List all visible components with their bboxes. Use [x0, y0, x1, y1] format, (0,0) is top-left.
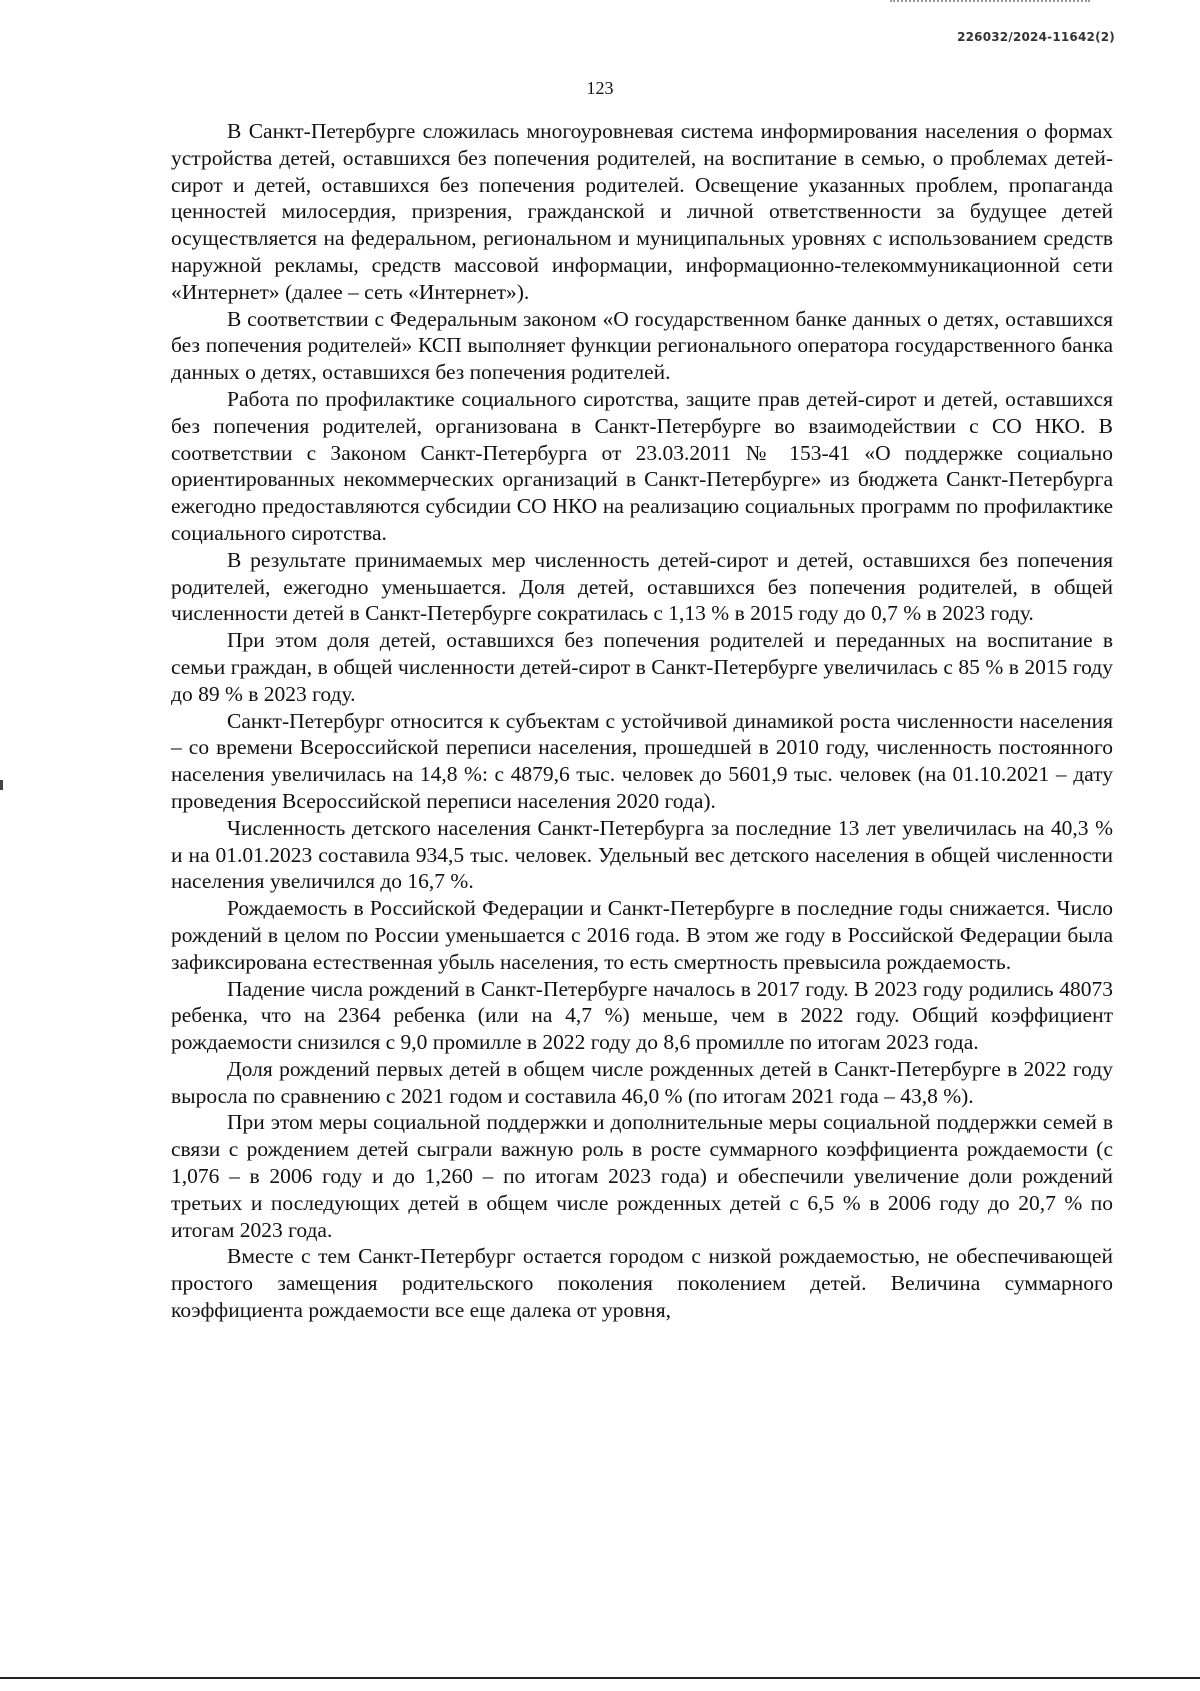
scan-artifact [0, 780, 3, 790]
document-body [171, 118, 1113, 1324]
scan-edge-line [0, 1677, 1200, 1679]
paragraph: При этом доля детей, оставшихся без попечения родителей и переданных на воспитание в семьи граждан, в общей численности детей-сирот в Санкт-Петербурге увеличилась с 85 % в 2015 году до 89 % в 2023 году. [171, 628, 1113, 706]
paragraph: Рождаемость в Российской Федерации и Санкт-Петербурге в последние годы снижается. Число рождений в целом по России уменьшается с 2016 года. В этом же году в Российской Федерации была зафиксирована естественная убыль населения, то есть смертность превысила рождаемость. [171, 896, 1113, 974]
paragraph: В Санкт-Петербурге сложилась многоуровневая система информирования населения о формах устройства детей, оставшихся без попечения родителей, на воспитание в семью, о проблемах детей-сирот и детей, оставшихся без попечения родителей. Освещение указанных проблем, пропаганда ценностей милосердия, призрения, гражданской и личной ответственности за будущее детей осуществляется на федеральном, региональном и муниципальных уровнях с использованием средств наружной рекламы, средств массовой информации, информационно-телекоммуникационной сети «Интернет» (далее – сеть «Интернет»). [171, 119, 1113, 304]
paragraph: Вместе с тем Санкт-Петербург остается городом с низкой рождаемостью, не обеспечивающей простого замещения родительского поколения поколением детей. Величина суммарного коэффициента рождаемости все еще далека от уровня, [171, 1244, 1113, 1323]
paragraph: Численность детского населения Санкт-Петербурга за последние 13 лет увеличилась на 40,3 % и на 01.01.2023 составила 934,5 тыс. человек. Удельный вес детского населения в общей численности населения увеличился до 16,7 %. [171, 815, 1113, 894]
paragraph: Падение числа рождений в Санкт-Петербурге началось в 2017 году. В 2023 году родились 48073 ребенка, что на 2364 ребенка (или на 4,7 %) меньше, чем в 2022 году. Общий коэффициент рождаемости снизился с 9,0 промилле в 2022 году до 8,6 промилле по итогам 2023 года. [171, 976, 1113, 1055]
scan-artifact [890, 0, 1090, 6]
paragraph: В соответствии с Федеральным законом «О государственном банке данных о детях, оставшихся без попечения родителей» КСП выполняет функции регионального оператора государственного банка данных о детях, оставшихся без попечения родителей. [171, 306, 1113, 385]
paragraph: Санкт-Петербург относится к субъектам с устойчивой динамикой роста численности населения – со времени Всероссийской переписи населения, прошедшей в 2010 году, численность постоянного населения увеличилась на 14,8 %: с 4879,6 тыс. человек до 5601,9 тыс. человек (на 01.10.2021 – дату проведения Всероссийской переписи населения 2020 года). [171, 708, 1113, 813]
paragraph: При этом меры социальной поддержки и дополнительные меры социальной поддержки семей в связи с рождением детей сыграли важную роль в росте суммарного коэффициента рождаемости (с 1,076 – в 2006 году и до 1,260 – по итогам 2023 года) и обеспечили увеличение доли рождений третьих и последующих детей в общем числе рожденных детей с 6,5 % в 2006 году до 20,7 % по итогам 2023 года. [171, 1110, 1113, 1242]
page-number: 123 [586, 78, 614, 98]
paragraph: Доля рождений первых детей в общем числе рожденных детей в Санкт-Петербурге в 2022 году выросла по сравнению с 2021 годом и составила 46,0 % (по итогам 2021 года – 43,8 %). [171, 1056, 1113, 1108]
document-id: 226032/2024-11642(2) [957, 30, 1115, 44]
paragraph: В результате принимаемых мер численность детей-сирот и детей, оставшихся без попечения родителей, ежегодно уменьшается. Доля детей, оставшихся без попечения родителей, в общей численности детей в Санкт-Петербурге сократилась с 1,13 % в 2015 году до 0,7 % в 2023 году. [171, 547, 1113, 626]
paragraph: Работа по профилактике социального сиротства, защите прав детей-сирот и детей, оставшихся без попечения родителей, организована в Санкт-Петербурге во взаимодействии с СО НКО. В соответствии с Законом Санкт-Петербурга от 23.03.2011 № 153-41 «О поддержке социально ориентированных некоммерческих организаций в Санкт-Петербурге» из бюджета Санкт-Петербурга ежегодно предоставляются субсидии СО НКО на реализацию социальных программ по профилактике социального сиротства. [171, 386, 1113, 545]
